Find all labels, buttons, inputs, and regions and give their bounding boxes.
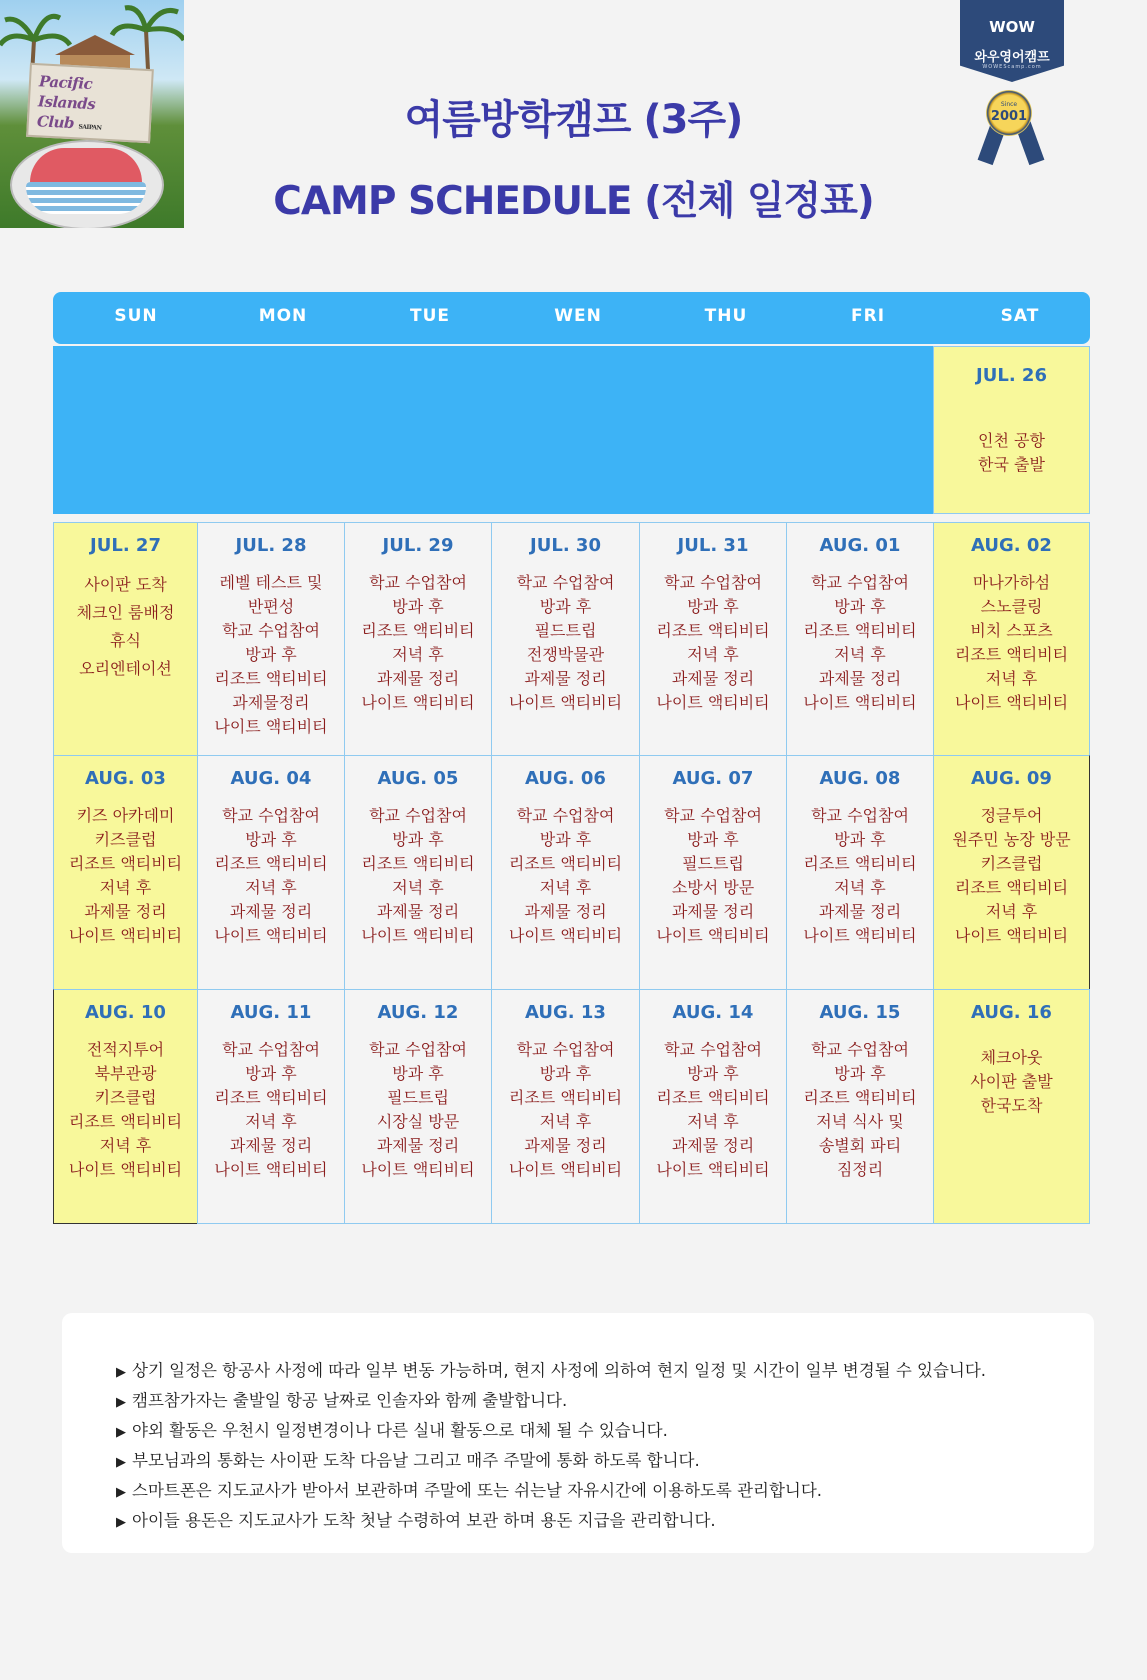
activity-item: 저녁 후: [99, 1136, 152, 1155]
day-date: JUL. 31: [677, 535, 749, 556]
day-cell-wen: [491, 522, 640, 756]
activity-item: 저녁 후: [985, 669, 1038, 688]
activity-item: 방과 후: [245, 645, 297, 664]
activity-item: 방과 후: [539, 597, 592, 616]
day-cell-wen: [491, 755, 640, 990]
day-activities: [787, 1038, 933, 1182]
day-date: JUL. 30: [530, 535, 601, 556]
activity-item: 나이트 액티비티: [361, 693, 475, 712]
activity-item: 방과 후: [687, 1064, 739, 1083]
activity-item: 나이트 액티비티: [803, 693, 917, 712]
day-activities: [198, 1038, 344, 1182]
activity-item: 학교 수업참여: [516, 806, 615, 825]
activity-item: 방과 후: [539, 1064, 592, 1083]
activity-item: 나이트 액티비티: [954, 926, 1069, 945]
day-cell-sat: [933, 346, 1090, 514]
activity-item: 원주민 농장 방문: [952, 830, 1071, 849]
activity-item: 과제물 정리: [229, 1136, 313, 1155]
activity-item: 저녁 식사 및: [816, 1112, 904, 1131]
activity-item: 방과 후: [392, 597, 444, 616]
note-text: 야외 활동은 우천시 일정변경이나 다른 실내 활동으로 대체 될 수 있습니다.: [132, 1421, 668, 1440]
day-cell-fri: [786, 989, 934, 1224]
activity-item: 리조트 액티비티: [214, 854, 328, 873]
day-cell-thu: [639, 522, 787, 756]
day-activities: [345, 1038, 491, 1182]
activity-item: 나이트 액티비티: [954, 693, 1069, 712]
day-activities: [934, 1046, 1089, 1118]
activity-item: 학교 수업참여: [664, 1040, 762, 1059]
badge-name: 와우영어캠프: [974, 50, 1050, 65]
day-date: AUG. 13: [525, 1002, 606, 1023]
activity-item: 체크인 룸배정: [76, 603, 175, 622]
activity-item: 나이트 액티비티: [508, 693, 623, 712]
note-text: 스마트폰은 지도교사가 받아서 보관하며 주말에 또는 쉬는날 자유시간에 이용하도록 관리합니다.: [132, 1481, 823, 1500]
activity-item: 나이트 액티비티: [68, 1160, 183, 1179]
calendar-blank-days: [53, 346, 934, 514]
activity-item: 반편성: [247, 597, 295, 616]
page-subtitle: CAMP SCHEDULE (전체 일정표): [273, 179, 874, 224]
day-activities: [345, 571, 491, 715]
day-activities: [640, 804, 786, 948]
activity-item: 비치 스포츠: [970, 621, 1053, 640]
activity-item: 리조트 액티비티: [954, 645, 1069, 664]
sign-line-1: Pacific: [38, 72, 93, 94]
activity-item: 한국 출발: [978, 455, 1045, 474]
activity-item: 저녁 후: [245, 1112, 297, 1131]
activity-item: 방과 후: [392, 830, 444, 849]
activity-item: 과제물 정리: [671, 902, 755, 921]
activity-item: 학교 수업참여: [811, 806, 909, 825]
activity-item: 리조트 액티비티: [954, 878, 1069, 897]
activity-item: 한국도착: [980, 1096, 1043, 1115]
activity-item: 과제물 정리: [818, 902, 902, 921]
activity-item: 과제물 정리: [84, 902, 167, 921]
activity-item: 과제물 정리: [376, 1136, 460, 1155]
day-activities: [640, 571, 786, 715]
activity-item: 학교 수업참여: [664, 806, 762, 825]
day-cell-mon: [197, 755, 345, 990]
activity-item: 전쟁박물관: [526, 645, 605, 664]
activity-item: 과제물정리: [232, 693, 310, 712]
note-text: 캠프참가자는 출발일 항공 날짜로 인솔자와 함께 출발합니다.: [132, 1391, 568, 1410]
badge-since: Since: [1000, 101, 1018, 108]
note-item: [116, 1417, 986, 1447]
activity-item: 방과 후: [834, 1064, 886, 1083]
activity-item: 리조트 액티비티: [656, 621, 770, 640]
activity-item: 체크아웃: [980, 1048, 1043, 1067]
activity-item: 학교 수업참여: [516, 1040, 615, 1059]
activity-item: 방과 후: [539, 830, 592, 849]
activity-item: 방과 후: [834, 597, 886, 616]
activity-item: 송별회 파티: [818, 1136, 902, 1155]
activity-item: 리조트 액티비티: [508, 854, 623, 873]
day-activities: [345, 804, 491, 948]
day-activities: [492, 1038, 639, 1182]
day-date: AUG. 06: [525, 768, 606, 789]
activity-item: 과제물 정리: [376, 902, 460, 921]
activity-item: 정글투어: [980, 806, 1043, 825]
day-header-wen: WEN: [554, 306, 602, 326]
activity-item: 과제물 정리: [671, 1136, 755, 1155]
activity-item: 인천 공항: [978, 431, 1045, 450]
day-cell-sun: [53, 755, 198, 990]
day-activities: [198, 804, 344, 948]
activity-item: 학교 수업참여: [222, 806, 320, 825]
day-activities: [492, 804, 639, 948]
activity-item: 학교 수업참여: [811, 1040, 909, 1059]
activity-item: 저녁 후: [539, 878, 592, 897]
day-cell-sat: [933, 755, 1090, 990]
activity-item: 과제물 정리: [524, 669, 607, 688]
activity-item: 학교 수업참여: [222, 621, 320, 640]
day-activities: [54, 1038, 197, 1182]
activity-item: 저녁 후: [99, 878, 152, 897]
activity-item: 오리엔테이션: [79, 659, 172, 678]
day-activities: [54, 804, 197, 948]
activity-item: 나이트 액티비티: [214, 1160, 328, 1179]
activity-item: 리조트 액티비티: [508, 1088, 623, 1107]
day-date: JUL. 28: [235, 535, 307, 556]
day-activities: [198, 571, 344, 739]
day-date: JUL. 29: [382, 535, 454, 556]
day-date: AUG. 02: [971, 535, 1052, 556]
bullet-triangle-icon: ▶: [116, 1425, 126, 1440]
day-cell-tue: [344, 755, 492, 990]
activity-item: 학교 수업참여: [369, 573, 467, 592]
bullet-triangle-icon: ▶: [116, 1515, 126, 1530]
activity-item: 방과 후: [687, 830, 739, 849]
day-header-mon: MON: [258, 306, 308, 326]
activity-item: 스노클링: [980, 597, 1043, 616]
activity-item: 방과 후: [687, 597, 739, 616]
day-header-fri: FRI: [850, 306, 886, 326]
activity-item: 나이트 액티비티: [214, 926, 328, 945]
day-cell-thu: [639, 989, 787, 1224]
activity-item: 나이트 액티비티: [803, 926, 917, 945]
activity-item: 과제물 정리: [376, 669, 460, 688]
activity-item: 리조트 액티비티: [656, 1088, 770, 1107]
activity-item: 저녁 후: [687, 645, 739, 664]
activity-item: 필드트립: [534, 621, 597, 640]
day-cell-mon: [197, 989, 345, 1224]
day-activities: [787, 571, 933, 715]
activity-item: 레벨 테스트 및: [219, 573, 323, 592]
activity-item: 과제물 정리: [524, 902, 607, 921]
day-activities: [54, 571, 197, 683]
day-activities: [934, 571, 1089, 715]
activity-item: 나이트 액티비티: [214, 717, 328, 736]
activity-item: 학교 수업참여: [222, 1040, 320, 1059]
activity-item: 저녁 후: [687, 1112, 739, 1131]
day-header-sat: SAT: [1000, 306, 1040, 326]
bullet-triangle-icon: ▶: [116, 1485, 126, 1500]
activity-item: 나이트 액티비티: [656, 1160, 770, 1179]
activity-item: 시장실 방문: [376, 1112, 460, 1131]
day-cell-tue: [344, 989, 492, 1224]
day-cell-sun: [53, 989, 198, 1224]
day-date: AUG. 05: [377, 768, 459, 789]
activity-item: 방과 후: [245, 1064, 297, 1083]
note-text: 아이들 용돈은 지도교사가 도착 첫날 수령하여 보관 하며 용돈 지급을 관리합니다.: [132, 1511, 716, 1530]
activity-item: 리조트 액티비티: [68, 1112, 183, 1131]
day-activities: [934, 429, 1089, 477]
activity-item: 저녁 후: [539, 1112, 592, 1131]
day-date: AUG. 08: [819, 768, 901, 789]
activity-item: 리조트 액티비티: [214, 669, 328, 688]
sign-line-3: Club: [36, 112, 75, 133]
bullet-triangle-icon: ▶: [116, 1395, 126, 1410]
day-cell-tue: [344, 522, 492, 756]
activity-item: 과제물 정리: [524, 1136, 607, 1155]
day-cell-thu: [639, 755, 787, 990]
note-text: 부모님과의 통화는 사이판 도착 다음날 그리고 매주 주말에 통화 하도록 합니다.: [132, 1451, 700, 1470]
activity-item: 사이판 도착: [84, 575, 167, 594]
activity-item: 저녁 후: [834, 878, 886, 897]
activity-item: 방과 후: [834, 830, 886, 849]
activity-item: 학교 수업참여: [516, 573, 615, 592]
activity-item: 나이트 액티비티: [656, 693, 770, 712]
day-cell-fri: [786, 522, 934, 756]
note-item: [116, 1447, 986, 1477]
day-date: AUG. 01: [819, 535, 901, 556]
day-date: AUG. 14: [672, 1002, 754, 1023]
activity-item: 키즈클럽: [980, 854, 1043, 873]
activity-item: 나이트 액티비티: [508, 1160, 623, 1179]
badge-url: WOWEScamp.com: [982, 64, 1042, 70]
day-date: AUG. 15: [819, 1002, 901, 1023]
activity-item: 방과 후: [392, 1064, 444, 1083]
activity-item: 키즈 아카데미: [76, 806, 175, 825]
sign-line-2: Islands: [37, 92, 96, 114]
day-date: AUG. 11: [230, 1002, 312, 1023]
activity-item: 키즈클럽: [94, 1088, 157, 1107]
activity-item: 학교 수업참여: [369, 806, 467, 825]
calendar-header: [53, 292, 1090, 344]
day-date: AUG. 09: [971, 768, 1052, 789]
note-item: [116, 1477, 986, 1507]
badge-logo: WOW: [989, 18, 1035, 36]
bullet-triangle-icon: ▶: [116, 1365, 126, 1380]
day-header-sun: SUN: [114, 306, 158, 326]
note-item: [116, 1507, 986, 1537]
activity-item: 전적지투어: [86, 1040, 165, 1059]
brand-badge: [956, 0, 1066, 170]
activity-item: 저녁 후: [392, 878, 444, 897]
activity-item: 학교 수업참여: [811, 573, 909, 592]
day-activities: [787, 804, 933, 948]
activity-item: 마나가하섬: [972, 573, 1051, 592]
activity-item: 소방서 방문: [671, 878, 755, 897]
day-cell-sun: [53, 522, 198, 756]
activity-item: 휴식: [110, 631, 141, 650]
day-cell-wen: [491, 989, 640, 1224]
badge-year: 2001: [990, 109, 1028, 124]
day-date: AUG. 10: [85, 1002, 166, 1023]
activity-item: 나이트 액티비티: [361, 926, 475, 945]
activity-item: 저녁 후: [985, 902, 1038, 921]
activity-item: 북부관광: [94, 1064, 157, 1083]
day-date: AUG. 12: [377, 1002, 459, 1023]
activity-item: 저녁 후: [392, 645, 444, 664]
activity-item: 나이트 액티비티: [508, 926, 623, 945]
day-header-tue: TUE: [409, 306, 450, 326]
activity-item: 과제물 정리: [818, 669, 902, 688]
notes-panel: [62, 1313, 1094, 1553]
day-date: AUG. 07: [672, 768, 754, 789]
activity-item: 과제물 정리: [671, 669, 755, 688]
activity-item: 리조트 액티비티: [803, 854, 917, 873]
activity-item: 리조트 액티비티: [361, 854, 475, 873]
activity-item: 저녁 후: [245, 878, 297, 897]
day-header-thu: THU: [704, 306, 748, 326]
activity-item: 리조트 액티비티: [68, 854, 183, 873]
day-cell-fri: [786, 755, 934, 990]
activity-item: 필드트립: [387, 1088, 449, 1107]
page-title: 여름방학캠프 (3주): [404, 97, 743, 143]
activity-item: 학교 수업참여: [369, 1040, 467, 1059]
day-date: AUG. 16: [971, 1002, 1052, 1023]
day-cell-mon: [197, 522, 345, 756]
notes-list: [116, 1357, 986, 1537]
day-cell-sat: [933, 522, 1090, 756]
day-date: AUG. 04: [230, 768, 312, 789]
activity-item: 나이트 액티비티: [361, 1160, 475, 1179]
activity-item: 과제물 정리: [229, 902, 313, 921]
note-text: 상기 일정은 항공사 사정에 따라 일부 변동 가능하며, 현지 사정에 의하여 현지 일정 및 시간이 일부 변경될 수 있습니다.: [132, 1361, 987, 1380]
note-item: [116, 1357, 986, 1387]
day-activities: [934, 804, 1089, 948]
activity-item: 나이트 액티비티: [68, 926, 183, 945]
activity-item: 나이트 액티비티: [656, 926, 770, 945]
badge-medal: [986, 90, 1032, 136]
activity-item: 리조트 액티비티: [803, 621, 917, 640]
day-activities: [492, 571, 639, 715]
activity-item: 키즈클럽: [94, 830, 157, 849]
activity-item: 방과 후: [245, 830, 297, 849]
activity-item: 짐정리: [836, 1160, 884, 1179]
activity-item: 리조트 액티비티: [803, 1088, 917, 1107]
activity-item: 학교 수업참여: [664, 573, 762, 592]
day-cell-sat: [933, 989, 1090, 1224]
day-date: JUL. 26: [976, 365, 1047, 386]
day-date: AUG. 03: [85, 768, 166, 789]
day-date: JUL. 27: [90, 535, 161, 556]
sign-suffix: SAIPAN: [78, 123, 102, 132]
activity-item: 사이판 출발: [970, 1072, 1053, 1091]
note-item: [116, 1387, 986, 1417]
activity-item: 저녁 후: [834, 645, 886, 664]
activity-item: 리조트 액티비티: [214, 1088, 328, 1107]
day-activities: [640, 1038, 786, 1182]
activity-item: 리조트 액티비티: [361, 621, 475, 640]
activity-item: 필드트립: [682, 854, 744, 873]
bullet-triangle-icon: ▶: [116, 1455, 126, 1470]
